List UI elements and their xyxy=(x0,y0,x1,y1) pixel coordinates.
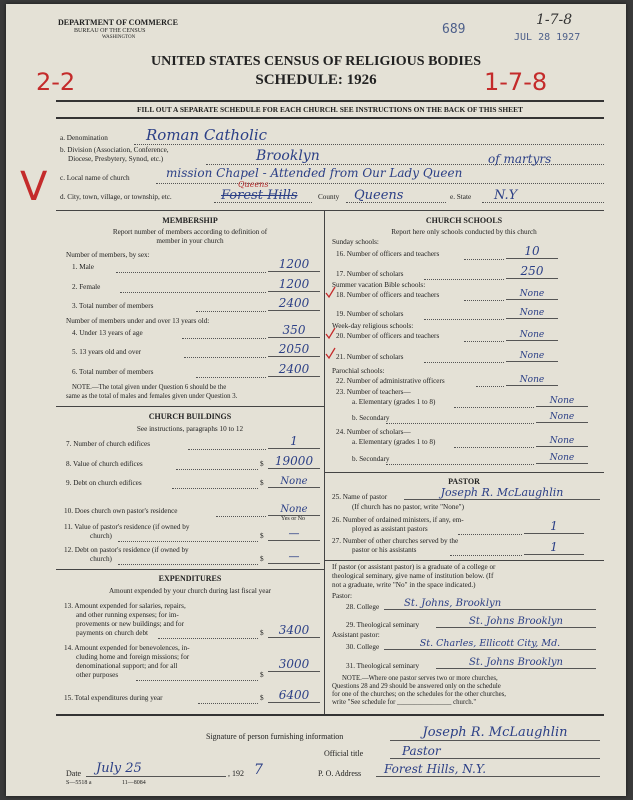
pastor-note-2: Questions 28 and 29 should be answered only on the schedule xyxy=(332,683,501,690)
red-annotation-left: 2-2 xyxy=(36,68,76,96)
edifice-value-field[interactable]: 19000 xyxy=(268,456,320,469)
residence-own-field[interactable]: None xyxy=(268,503,320,516)
edifices-field[interactable]: 1 xyxy=(268,436,320,449)
parochial-heading: Parochial schools: xyxy=(332,367,385,375)
summer-teachers-field[interactable]: None xyxy=(506,287,558,300)
year-digit: 7 xyxy=(254,762,263,778)
assistants-label-2: ployed as assistant pastors xyxy=(352,525,428,533)
membership-sub-1: Report number of members according to definition of xyxy=(112,228,268,236)
denomination-label: a. Denomination xyxy=(60,134,108,142)
total-expenditures-label: 15. Total expenditures during year xyxy=(64,694,163,702)
county-value: Queens xyxy=(354,188,404,203)
male-field[interactable]: 1200 xyxy=(268,259,320,272)
membership-sub-2: member in your church xyxy=(156,237,224,245)
under-13-field[interactable]: 350 xyxy=(268,325,320,338)
edifice-debt-field[interactable]: None xyxy=(268,475,320,488)
pastor-note-1: NOTE.—Where one pastor serves two or more churches, xyxy=(342,675,498,682)
county-label: County xyxy=(318,193,340,201)
assistant-college-label: 30. College xyxy=(346,643,380,651)
residence-own-label: 10. Does church own pastor's residence xyxy=(64,507,178,515)
pastor-note-3: for one of the churches; on the schedules for the other churches, xyxy=(332,691,507,698)
pastor-name-field[interactable]: Joseph R. McLaughlin xyxy=(404,487,600,500)
assistant-seminary-field[interactable]: St. Johns Brooklyn xyxy=(436,656,596,669)
residence-value-label-2: church) xyxy=(90,532,112,540)
po-address-label: P. O. Address xyxy=(318,769,362,778)
exp13-line-3: provements or new buildings; and for xyxy=(76,620,184,628)
buildings-sub: See instructions, paragraphs 10 to 12 xyxy=(136,425,244,433)
signature-field[interactable]: Joseph R. McLaughlin xyxy=(390,726,600,741)
division-label-2: Diocese, Presbytery, Synod, etc.) xyxy=(68,155,164,163)
date-label: Date xyxy=(66,769,82,778)
year-prefix: , 192 xyxy=(228,769,244,778)
red-check-mark: V xyxy=(20,164,48,210)
city-label: d. City, town, village, or township, etc. xyxy=(60,193,172,201)
membership-note-2: same as the total of males and females given under Question 3. xyxy=(66,393,238,400)
exp14-line-1: 14. Amount expended for benevolences, in- xyxy=(64,644,190,652)
division-label: b. Division (Association, Conference, xyxy=(60,146,169,154)
weekday-heading: Week-day religious schools: xyxy=(332,322,414,330)
state-value: N.Y xyxy=(494,188,518,203)
weekday-teachers-label: 20. Number of officers and teachers xyxy=(336,332,440,340)
date-field[interactable]: July 25 xyxy=(86,762,226,777)
weekday-scholars-field[interactable]: None xyxy=(506,349,558,362)
corner-note: 1-7-8 xyxy=(536,12,573,28)
age-total-field[interactable]: 2400 xyxy=(268,364,320,377)
edifice-value-label: 8. Value of church edifices xyxy=(66,460,143,468)
female-label: 2. Female xyxy=(72,283,101,291)
expenditures-heading: EXPENDITURES xyxy=(158,574,222,583)
sunday-heading: Sunday schools: xyxy=(332,238,379,246)
state-label: e. State xyxy=(450,193,472,201)
male-label: 1. Male xyxy=(72,263,94,271)
summer-scholars-field[interactable]: None xyxy=(506,306,558,319)
form-number: S—5518 a xyxy=(66,780,92,786)
city-correction: Queens xyxy=(238,180,269,189)
by-sex-label: Number of members, by sex: xyxy=(66,251,150,259)
stamp-number: 689 xyxy=(442,22,466,37)
graduate-para-3: not a graduate, write "No" in the space indicated.) xyxy=(332,581,476,589)
signature-label: Signature of person furnishing information xyxy=(206,732,344,741)
running-expenses-field[interactable]: 3400 xyxy=(268,625,320,638)
schools-sub: Report here only schools conducted by this church xyxy=(391,228,537,236)
pastor-seminary-field[interactable]: St. Johns Brooklyn xyxy=(436,615,596,628)
expenditures-sub: Amount expended by your church during last fiscal year xyxy=(108,587,272,595)
scholars-secondary-field[interactable]: None xyxy=(536,451,588,464)
pastor-subheading: Pastor: xyxy=(332,592,352,600)
edifices-label: 7. Number of church edifices xyxy=(66,440,151,448)
sunday-teachers-field[interactable]: 10 xyxy=(506,246,558,259)
graduate-para-1: If pastor (or assistant pastor) is a graduate of a college or xyxy=(332,563,496,571)
weekday-teachers-field[interactable]: None xyxy=(506,328,558,341)
assistant-college-field[interactable]: St. Charles, Ellicott City, Md. xyxy=(384,637,596,650)
exp13-line-4: payments on church debt xyxy=(76,629,149,637)
teachers-secondary-field[interactable]: None xyxy=(536,410,588,423)
admin-officers-label: 22. Number of administrative officers xyxy=(336,377,445,385)
local-name-label: c. Local name of church xyxy=(60,174,130,182)
scholars-elementary-label: a. Elementary (grades 1 to 8) xyxy=(352,438,436,446)
residence-value-label: 11. Value of pastor's residence (if owned by xyxy=(64,523,190,531)
total-members-field[interactable]: 2400 xyxy=(268,298,320,311)
buildings-heading: CHURCH BUILDINGS xyxy=(148,412,232,421)
scholars-secondary-label: b. Secondary xyxy=(352,455,390,463)
division-value-2: of martyrs xyxy=(488,152,552,166)
bureau-name: BUREAU OF THE CENSUS xyxy=(74,28,146,34)
other-churches-label-2: pastor or his assistants xyxy=(352,546,417,554)
pastor-name-label: 25. Name of pastor xyxy=(332,493,388,501)
exp14-line-4: other purposes xyxy=(76,671,119,679)
assistants-field[interactable]: 1 xyxy=(524,521,584,534)
red-annotation-right: 1-7-8 xyxy=(484,68,548,96)
over-13-field[interactable]: 2050 xyxy=(268,344,320,357)
teachers-elementary-field[interactable]: None xyxy=(536,394,588,407)
age-total-label: 6. Total number of members xyxy=(72,368,154,376)
scholars-heading: 24. Number of scholars— xyxy=(336,428,411,436)
teachers-secondary-label: b. Secondary xyxy=(352,414,390,422)
total-members-label: 3. Total number of members xyxy=(72,302,154,310)
exp13-line-1: 13. Amount expended for salaries, repairs, xyxy=(64,602,186,610)
membership-note-1: NOTE.—The total given under Question 6 should be the xyxy=(72,384,227,391)
summer-teachers-label: 18. Number of officers and teachers xyxy=(336,291,440,299)
assistant-subheading: Assistant pastor: xyxy=(332,631,380,639)
form-title: UNITED STATES CENSUS OF RELIGIOUS BODIES xyxy=(150,54,481,69)
sunday-scholars-label: 17. Number of scholars xyxy=(336,270,404,278)
census-schedule-form: DEPARTMENT OF COMMERCE BUREAU OF THE CENSUS WASHINGTON 689 1-7-8 JUL 28 1927 UNITED STATES CENSUS OF RELIGIOUS BODIES SCHEDULE: 1926 2-2 1-7-8 FILL OUT A SEPARATE SCHEDULE FOR EACH CHURCH. SEE INSTRUCTIONS ON THE BACK OF THIS SHEET a. Denomination Roman Catholic b. Division (Association, Conference, Diocese, Presbytery, Synod, etc.) Brooklyn of martyrs c. Local name of church mission Chapel - Attended from Our Lady Queen d. City, town, village, or township, etc. Queens Forest Hills County Queens e. State N.Y V MEMBERSHIP Report number of members according to definition of member in your church Number of members, by sex: 1. Male 1200 2. Female 1200 3. Total number of members 2400 Number of members under and over 13 years old: 4. Under 13 years of age 350 5. 13 years old and over 2050 6. Total number of members 2400 NOTE.—The total given under Question 6 should be the same as the total of males and females given under Question 3. CHURCH BUILDINGS See instructions, paragraphs 10 to 12 7. Number of church edifices 1 8. Value of church edifices $ 19000 9. Debt on church edifices $ None 10. Does church own pastor's residence None Yes or No 11. Value of pastor's residence (if owned by church) $ — 12. Debt on pastor's residence (if owned by church) $ — EXPENDITURES Amount expended by your church during last fiscal year 13. Amount expended for salaries, repairs, and other running expenses; for im- provements or new buildings; and for payments on church debt $ 3400 14. Amount expended for benevolences, in- cluding home and foreign missions; for denominational support; and for all other purposes $ 3000 15. Total expenditures during year $ 6400 CHURCH SCHOOLS Report here only schools conducted by this church Sunday schools: 16. Number of officers and teachers 10 17. Number of scholars 250 Summer vacation Bible schools: 18. Number of officers and teachers None 19. Number of scholars None Week-day religious schools: 20. Number of officers and teachers None 21. Number of scholars None Parochial schools: 22. Number of administrative officers None 23. Number of teachers— a. Elementary (grades 1 to 8) None b. Secondary None 24. Number of scholars— a. Elementary (grades 1 to 8) None b. Secondary None PASTOR 25. Name of pastor Joseph R. McLaughlin (If church has no pastor, write "None") 26. Number of ordained ministers, if any, em- ployed as assistant pastors 1 27. Number of other churches served by the pastor or his assistants 1 If pastor (or assistant pastor) is a graduate of a college or theological seminary, give name of institution below. (If not a graduate, write "No" in the space indicated.) Pastor: 28. College St. Johns, Brooklyn 29. Theological seminary St. Johns Brooklyn Assistant pastor: 30. College St. Charles, Ellicott City, Md. 31. Theological seminary St. Johns Brooklyn NOTE.—Where one pastor serves two or more churches, Questions 28 and 29 should be answered only on the schedule for one of the churches; on the schedules for the other churches, write "See schedule for ________________ church." Signature of person furnishing information Joseph R. McLaughlin Official title Pastor Date July 25 , 192 7 P. O. Address Forest Hills, N.Y. S—5518 a 11—8084 xyxy=(6,4,626,796)
official-title-field[interactable]: Pastor xyxy=(390,744,600,759)
residence-debt-label-2: church) xyxy=(90,555,112,563)
residence-debt-field[interactable]: — xyxy=(268,551,320,564)
exp14-line-3: denominational support; and for all xyxy=(76,662,178,670)
residence-debt-label: 12. Debt on pastor's residence (if owned by xyxy=(64,546,189,554)
over-13-label: 5. 13 years old and over xyxy=(72,348,142,356)
membership-heading: MEMBERSHIP xyxy=(162,216,218,225)
benevolences-field[interactable]: 3000 xyxy=(268,659,320,672)
graduate-para-2: theological seminary, give name of institution below. (If xyxy=(332,572,494,580)
pastor-name-hint: (If church has no pastor, write "None") xyxy=(352,503,464,511)
exp14-line-2: cluding home and foreign missions; for xyxy=(76,653,190,661)
po-address-field[interactable]: Forest Hills, N.Y. xyxy=(376,762,600,777)
admin-officers-field[interactable]: None xyxy=(506,373,558,386)
local-name-value: mission Chapel - Attended from Our Lady Queen xyxy=(166,166,463,180)
red-tick-marks xyxy=(324,284,338,364)
schools-heading: CHURCH SCHOOLS xyxy=(425,216,503,225)
denomination-value: Roman Catholic xyxy=(146,126,268,144)
weekday-scholars-label: 21. Number of scholars xyxy=(336,353,404,361)
teachers-elementary-label: a. Elementary (grades 1 to 8) xyxy=(352,398,436,406)
assistant-seminary-label: 31. Theological seminary xyxy=(346,662,420,670)
age-heading: Number of members under and over 13 years old: xyxy=(66,317,210,325)
pastor-seminary-label: 29. Theological seminary xyxy=(346,621,420,629)
instruction-banner: FILL OUT A SEPARATE SCHEDULE FOR EACH CHURCH. SEE INSTRUCTIONS ON THE BACK OF THIS SHEET xyxy=(137,105,523,114)
other-churches-field[interactable]: 1 xyxy=(524,542,584,555)
pastor-heading: PASTOR xyxy=(448,477,480,486)
teachers-heading: 23. Number of teachers— xyxy=(336,388,411,396)
city-value: Forest Hills xyxy=(221,188,298,203)
summer-scholars-label: 19. Number of scholars xyxy=(336,310,404,318)
pastor-college-field[interactable]: St. Johns, Brooklyn xyxy=(384,597,596,610)
print-number: 11—8084 xyxy=(122,780,146,786)
sunday-scholars-field[interactable]: 250 xyxy=(506,266,558,279)
scholars-elementary-field[interactable]: None xyxy=(536,434,588,447)
received-date-stamp: JUL 28 1927 xyxy=(514,32,581,43)
official-title-label: Official title xyxy=(324,749,364,758)
division-value: Brooklyn xyxy=(256,148,320,164)
residence-value-field[interactable]: — xyxy=(268,528,320,541)
pastor-note-4: write "See schedule for ________________ church." xyxy=(332,699,477,706)
sunday-teachers-label: 16. Number of officers and teachers xyxy=(336,250,440,258)
other-churches-label: 27. Number of other churches served by the xyxy=(332,537,459,545)
pastor-college-label: 28. College xyxy=(346,603,380,611)
summer-heading: Summer vacation Bible schools: xyxy=(332,281,426,289)
total-expenditures-field[interactable]: 6400 xyxy=(268,690,320,703)
assistants-label: 26. Number of ordained ministers, if any, em- xyxy=(332,516,464,524)
exp13-line-2: and other running expenses; for im- xyxy=(76,611,179,619)
bureau-city: WASHINGTON xyxy=(102,35,136,40)
department-name: DEPARTMENT OF COMMERCE xyxy=(58,18,179,27)
yes-no-hint: Yes or No xyxy=(281,516,306,522)
edifice-debt-label: 9. Debt on church edifices xyxy=(66,479,142,487)
under-13-label: 4. Under 13 years of age xyxy=(72,329,143,337)
female-field[interactable]: 1200 xyxy=(268,279,320,292)
schedule-year: SCHEDULE: 1926 xyxy=(255,72,377,88)
